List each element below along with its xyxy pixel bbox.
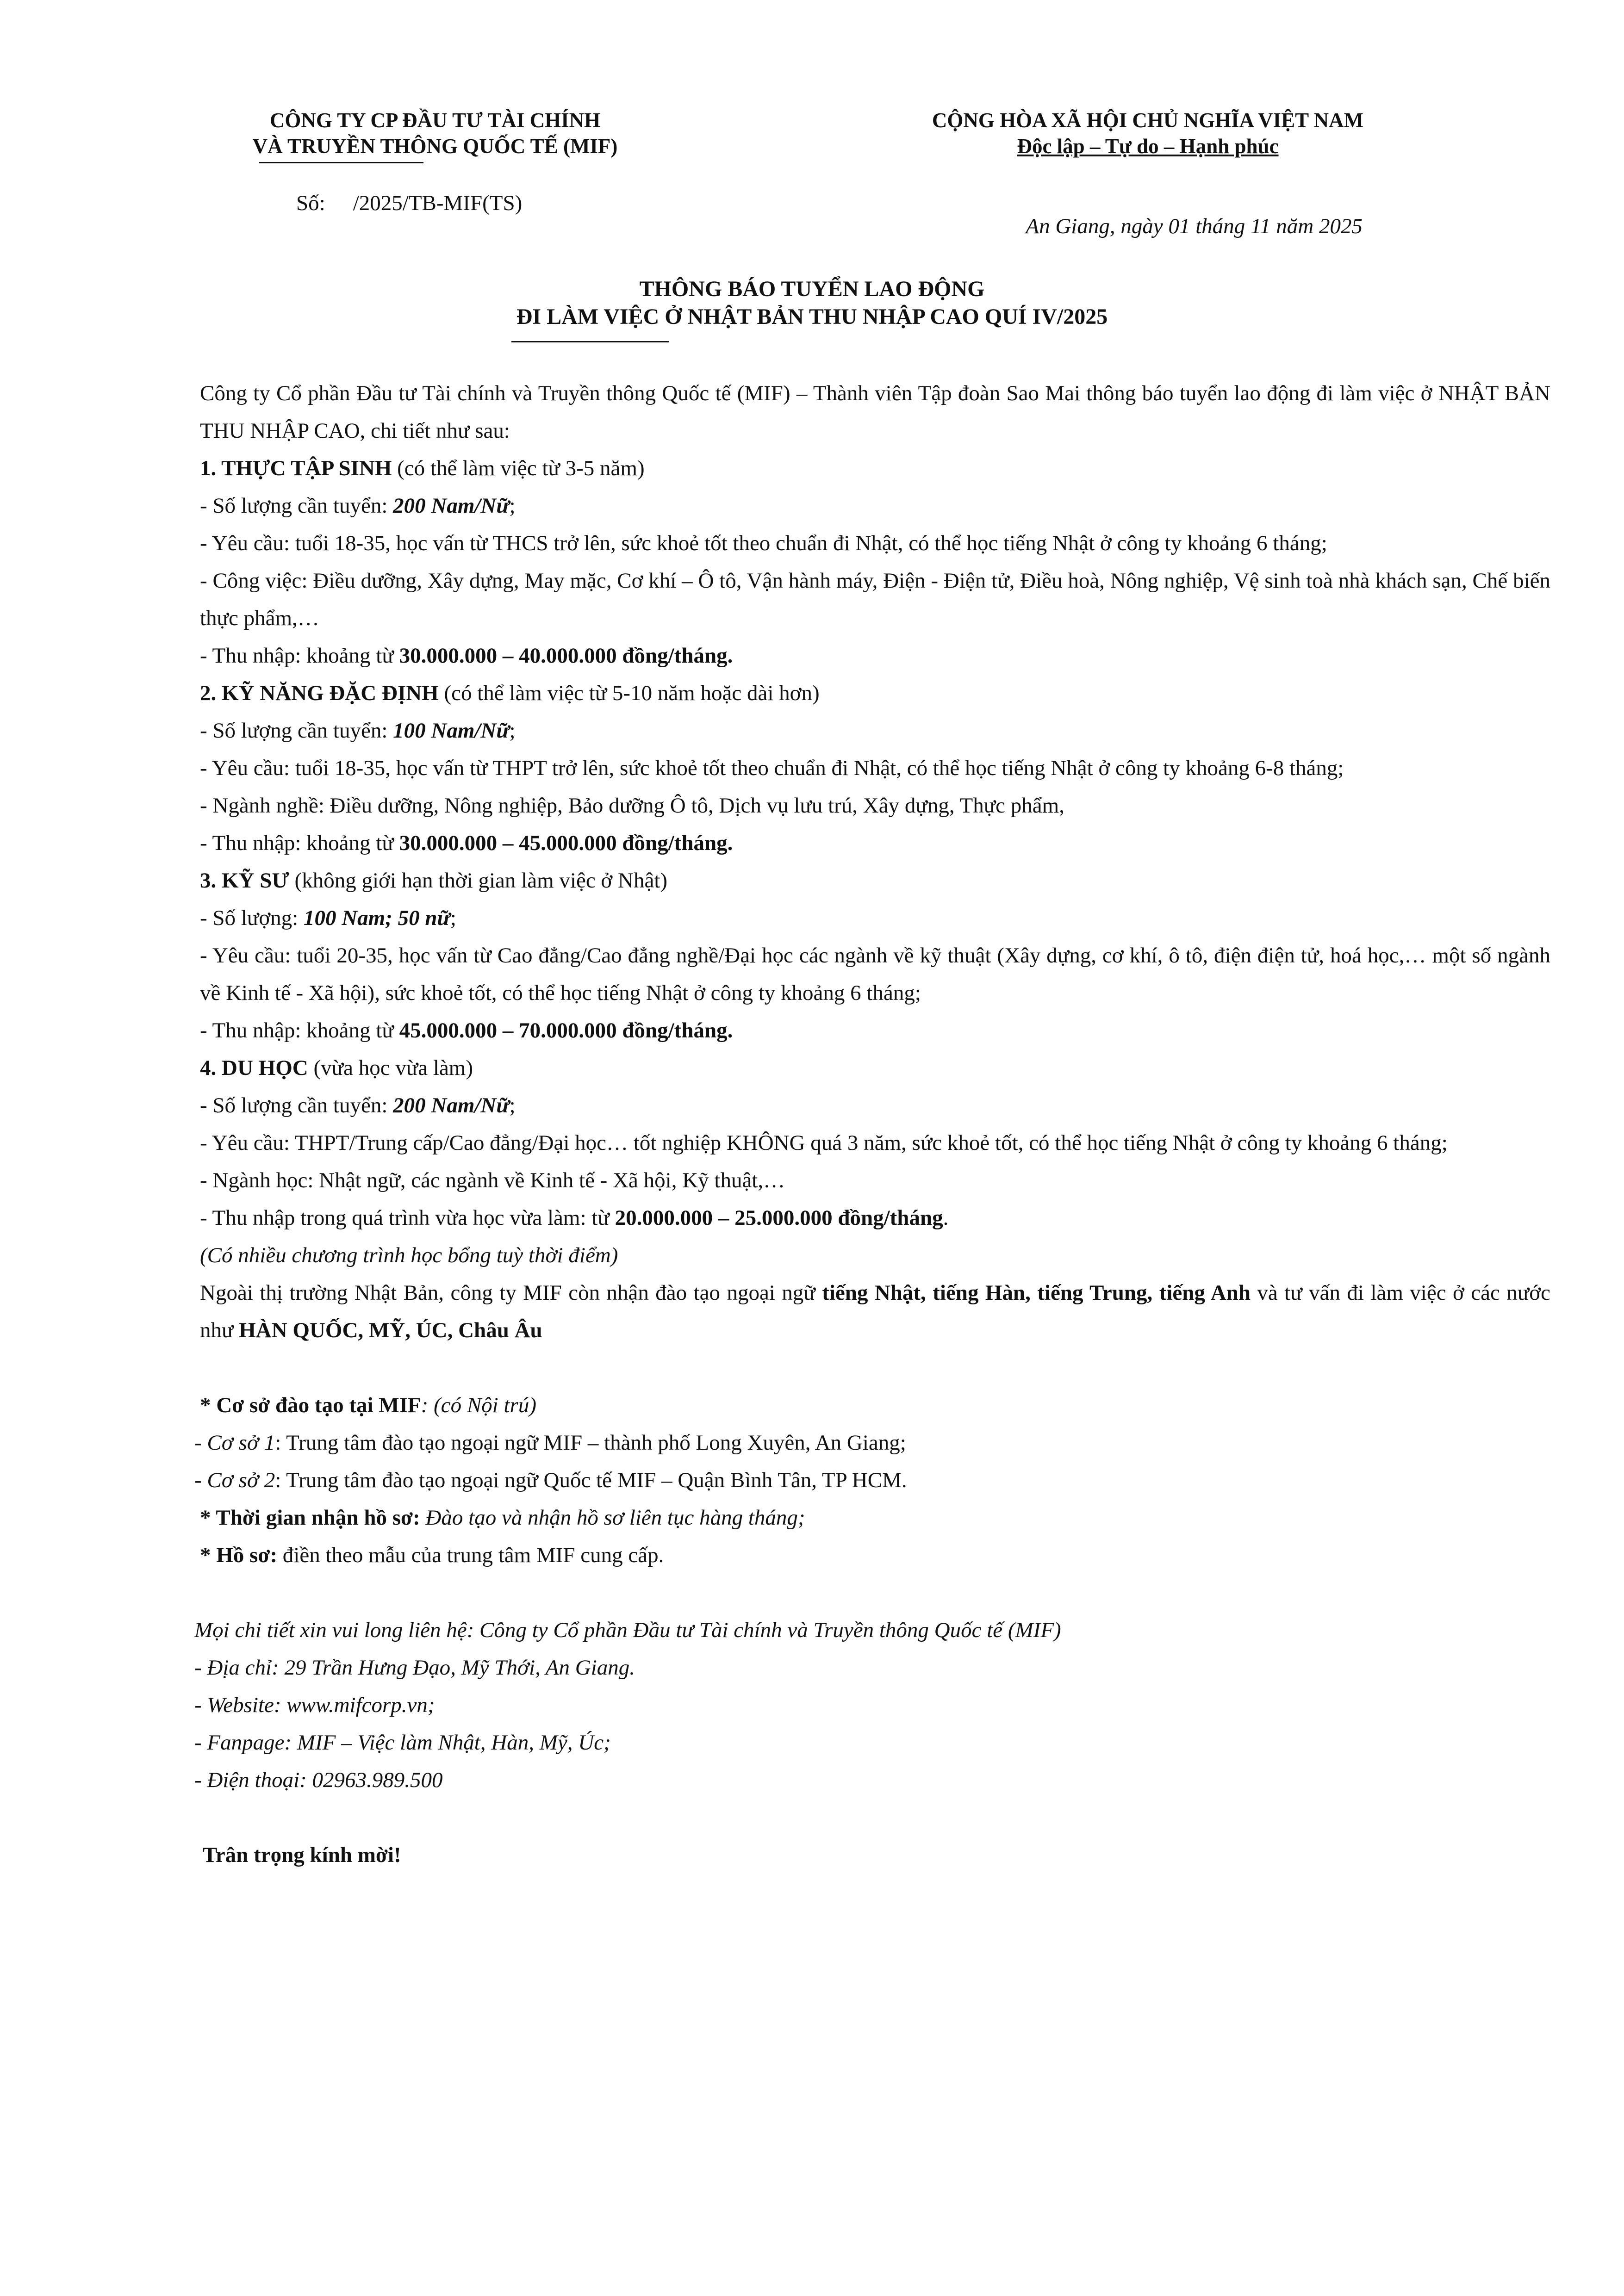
other-markets-paragraph (194, 1274, 1550, 1349)
section-2-jobs: - Ngành nghề: Điều dưỡng, Nông nghiệp, Bảo dưỡng Ô tô, Dịch vụ lưu trú, Xây dựng, Thực phẩm, (200, 794, 1064, 818)
section-1-quantity (194, 487, 1550, 525)
section-1-note: (có thể làm việc từ 3-5 năm) (392, 456, 645, 480)
section-3-quantity-label: - Số lượng: (200, 906, 304, 930)
section-2-quantity (194, 712, 1550, 750)
application-time-label: * Thời gian nhận hồ sơ: (200, 1506, 420, 1530)
document-title-line1: THÔNG BÁO TUYỂN LAO ĐỘNG (639, 277, 985, 301)
section-4-heading (194, 1049, 1550, 1087)
scholarship-note: (Có nhiều chương trình học bổng tuỳ thời điểm) (200, 1243, 618, 1267)
spacer (194, 1574, 1550, 1612)
training-heading-italic: : (có Nội trú) (421, 1393, 536, 1417)
section-3-title: 3. KỸ SƯ (200, 869, 289, 893)
section-2-quantity-end: ; (509, 719, 516, 743)
section-2-quantity-label: - Số lượng cần tuyển: (200, 719, 393, 743)
section-3-requirements: - Yêu cầu: tuổi 20-35, học vấn từ Cao đẳng/Cao đẳng nghề/Đại học các ngành về kỹ thuật (Xây dựng, cơ khí, ô tô, điện điện tử, hoá học,… một số ngành về Kinh tế - Xã hội), sức khoẻ tốt, có thể học tiếng Nhật ở công ty khoảng 6 tháng; (200, 943, 1550, 1005)
national-header (847, 107, 1449, 159)
application-docs-text: điền theo mẫu của trung tâm MIF cung cấp. (277, 1543, 664, 1567)
contact-intro: Mọi chi tiết xin vui long liên hệ: Công ty Cổ phần Đầu tư Tài chính và Truyền thông Quốc tế (MIF) (194, 1618, 1061, 1642)
section-1-jobs: - Công việc: Điều dưỡng, Xây dựng, May mặc, Cơ khí – Ô tô, Vận hành máy, Điện - Điện tử, Điều hoà, Nông nghiệp, Vệ sinh toà nhà khách sạn, Chế biến thực phẩm,… (200, 569, 1550, 630)
training-heading-bold: * Cơ sở đào tạo tại MIF (200, 1393, 421, 1417)
section-2-note: (có thể làm việc từ 5-10 năm hoặc dài hơn) (438, 681, 820, 705)
section-2-requirements: - Yêu cầu: tuổi 18-35, học vấn từ THPT trở lên, sức khoẻ tốt theo chuẩn đi Nhật, có thể học tiếng Nhật ở công ty khoảng 6-8 tháng; (200, 756, 1344, 780)
section-4-majors: - Ngành học: Nhật ngữ, các ngành về Kinh tế - Xã hội, Kỹ thuật,… (200, 1168, 785, 1192)
section-4-note: (vừa học vừa làm) (308, 1056, 473, 1080)
application-docs (194, 1537, 1550, 1574)
section-1-title: 1. THỰC TẬP SINH (200, 456, 392, 480)
closing-line: Trân trọng kính mời! (203, 1843, 401, 1867)
other-markets-text-before: Ngoài thị trường Nhật Bản, công ty MIF còn nhận đào tạo ngoại ngữ (200, 1281, 822, 1305)
section-1-quantity-value: 200 Nam/Nữ (393, 494, 510, 518)
section-2-heading (194, 675, 1550, 712)
other-markets-languages: tiếng Nhật, tiếng Hàn, tiếng Trung, tiếng Anh (822, 1281, 1251, 1305)
application-docs-label: * Hồ sơ: (200, 1543, 278, 1567)
section-3-income (194, 1012, 1550, 1049)
contact-fanpage: - Fanpage: MIF – Việc làm Nhật, Hàn, Mỹ, Úc; (194, 1731, 611, 1755)
section-1-income (194, 637, 1550, 675)
contact-phone: - Điện thoại: 02963.989.500 (194, 1768, 443, 1792)
section-4-income (194, 1199, 1550, 1237)
document-title-line2: ĐI LÀM VIỆC Ở NHẬT BẢN THU NHẬP CAO QUÍ IV/2025 (516, 304, 1108, 329)
campus-2-text: : Trung tâm đào tạo ngoại ngữ Quốc tế MIF – Quận Bình Tân, TP HCM. (275, 1468, 907, 1492)
section-1-income-value: 30.000.000 – 40.000.000 đồng/tháng. (399, 644, 733, 668)
application-time-text: Đào tạo và nhận hồ sơ liên tục hàng tháng; (420, 1506, 805, 1530)
contact-website: - Website: www.mifcorp.vn; (194, 1693, 435, 1717)
section-4-quantity-end: ; (509, 1093, 516, 1117)
training-campus-2 (194, 1462, 1550, 1499)
company-name-line2: VÀ TRUYỀN THÔNG QUỐC TẾ (MIF) (252, 135, 618, 158)
company-name-line1: CÔNG TY CP ĐẦU TƯ TÀI CHÍNH (269, 109, 601, 132)
spacer (194, 1799, 1550, 1837)
title-rule (511, 341, 669, 342)
section-3-heading (194, 862, 1550, 900)
application-time (194, 1499, 1550, 1537)
section-4-quantity-label: - Số lượng cần tuyển: (200, 1093, 393, 1117)
section-2-title: 2. KỸ NĂNG ĐẶC ĐỊNH (200, 681, 439, 705)
section-3-note: (không giới hạn thời gian làm việc ở Nhật) (289, 869, 668, 893)
section-1-requirements: - Yêu cầu: tuổi 18-35, học vấn từ THCS trở lên, sức khoẻ tốt theo chuẩn đi Nhật, có thể học tiếng Nhật ở công ty khoảng 6 tháng; (200, 531, 1327, 555)
document-body (194, 375, 1550, 1874)
national-motto: Độc lập – Tự do – Hạnh phúc (1017, 135, 1279, 158)
section-3-income-value: 45.000.000 – 70.000.000 đồng/tháng. (399, 1018, 733, 1043)
section-1-heading (194, 450, 1550, 487)
section-3-quantity-value: 100 Nam; 50 nữ (303, 906, 450, 930)
section-1-quantity-end: ; (509, 494, 516, 518)
document-number (296, 191, 522, 216)
intro-paragraph: Công ty Cổ phần Đầu tư Tài chính và Truyền thông Quốc tế (MIF) – Thành viên Tập đoàn Sao Mai thông báo tuyển lao động đi làm việc ở NHẬT BẢN THU NHẬP CAO, chi tiết như sau: (200, 381, 1550, 443)
section-2-income-label: - Thu nhập: khoảng từ (200, 831, 399, 855)
section-3-quantity-end: ; (450, 906, 456, 930)
document-number-label: Số: (296, 191, 325, 215)
campus-2-label: - Cơ sở 2 (194, 1468, 275, 1492)
date-line: An Giang, ngày 01 tháng 11 năm 2025 (1026, 214, 1363, 238)
section-4-quantity (194, 1087, 1550, 1124)
company-header-rule (259, 162, 423, 163)
document-title (0, 275, 1624, 331)
campus-1-text: : Trung tâm đào tạo ngoại ngữ MIF – thành phố Long Xuyên, An Giang; (275, 1431, 906, 1455)
section-4-income-end: . (943, 1206, 949, 1230)
section-4-title: 4. DU HỌC (200, 1056, 308, 1080)
republic-title: CỘNG HÒA XÃ HỘI CHỦ NGHĨA VIỆT NAM (932, 109, 1364, 132)
section-2-income-value: 30.000.000 – 45.000.000 đồng/tháng. (399, 831, 733, 855)
section-2-income (194, 825, 1550, 862)
training-campus-1 (194, 1424, 1550, 1462)
section-4-quantity-value: 200 Nam/Nữ (393, 1093, 510, 1117)
other-markets-text-middle: và tư vấn đi làm việc ở các nước như (200, 1281, 1550, 1342)
section-4-requirements: - Yêu cầu: THPT/Trung cấp/Cao đẳng/Đại học… tốt nghiệp KHÔNG quá 3 năm, sức khoẻ tốt, có thể học tiếng Nhật ở công ty khoảng 6 tháng; (200, 1131, 1448, 1155)
campus-1-label: - Cơ sở 1 (194, 1431, 275, 1455)
other-markets-countries: HÀN QUỐC, MỸ, ÚC, Châu Âu (239, 1318, 542, 1342)
contact-address: - Địa chỉ: 29 Trần Hưng Đạo, Mỹ Thới, An Giang. (194, 1656, 635, 1680)
section-3-income-label: - Thu nhập: khoảng từ (200, 1018, 399, 1043)
section-1-income-label: - Thu nhập: khoảng từ (200, 644, 399, 668)
section-4-income-value: 20.000.000 – 25.000.000 đồng/tháng (615, 1206, 943, 1230)
section-4-income-label: - Thu nhập trong quá trình vừa học vừa làm: từ (200, 1206, 615, 1230)
company-header (204, 107, 666, 159)
section-3-quantity (194, 900, 1550, 937)
section-1-quantity-label: - Số lượng cần tuyển: (200, 494, 393, 518)
training-heading (194, 1387, 1550, 1424)
document-number-value: /2025/TB-MIF(TS) (353, 191, 523, 215)
section-2-quantity-value: 100 Nam/Nữ (393, 719, 510, 743)
spacer (194, 1349, 1550, 1387)
